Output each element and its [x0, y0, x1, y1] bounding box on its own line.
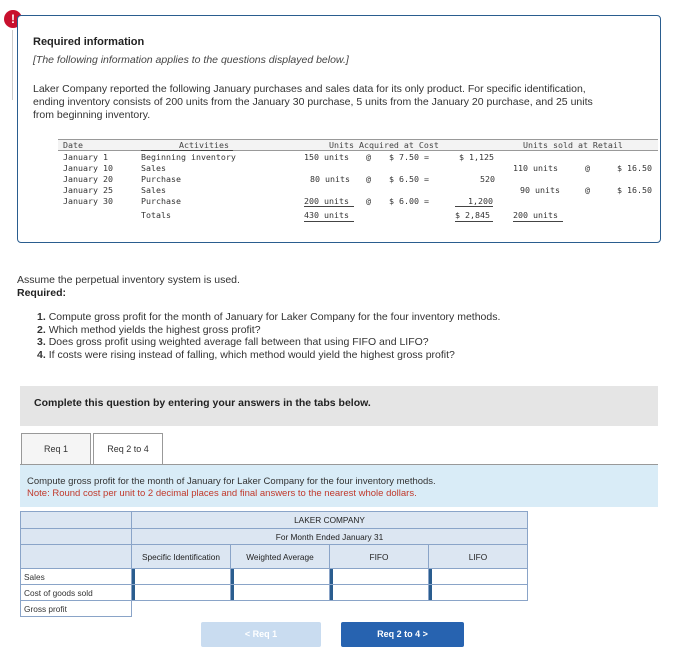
- empty-cell: [132, 601, 231, 617]
- empty-cell: [330, 601, 429, 617]
- row-units: 200 units: [304, 196, 349, 206]
- row-at: @: [366, 196, 371, 206]
- assumption-text: Assume the perpetual inventory system is used.: [17, 274, 240, 286]
- instruction-text: Compute gross profit for the month of January for Laker Company for the four inventory methods.: [27, 476, 436, 487]
- column-header: Specific Identification: [132, 545, 231, 569]
- totals-cost: $ 2,845: [455, 210, 490, 220]
- cogs-weighted-input[interactable]: [231, 586, 329, 600]
- worksheet-period: For Month Ended January 31: [132, 529, 528, 545]
- column-header: FIFO: [330, 545, 429, 569]
- row-sold-price: $ 16.50: [617, 163, 652, 173]
- empty-cell: [231, 601, 330, 617]
- empty-cell: [429, 601, 528, 617]
- underline: [455, 206, 493, 207]
- row-cost: $ 6.50 =: [389, 174, 429, 184]
- sales-lifo-input[interactable]: [429, 570, 527, 584]
- list-item: 2. Which method yields the highest gross profit?: [37, 323, 261, 336]
- info-paragraph: Laker Company reported the following January purchases and sales data for its only product. For specific identification, ending inventory consists of 200 units from the January 30 purchase, 5 units from the January 20 purchase, and 25 units from beginning inventory.: [33, 83, 593, 121]
- list-item: 3. Does gross profit using weighted average fall between that using FIFO and LIFO?: [37, 336, 429, 348]
- underline: [141, 150, 233, 151]
- cogs-specific-cell[interactable]: [132, 585, 231, 601]
- tab-req-1[interactable]: Req 1: [21, 433, 91, 465]
- row-activity: Beginning inventory: [141, 152, 236, 162]
- cogs-specific-input[interactable]: [132, 586, 230, 600]
- underline: [513, 221, 563, 222]
- row-total: $ 1,125: [459, 152, 494, 162]
- row-at: @: [366, 152, 371, 162]
- next-button-label: Req 2 to 4: [377, 629, 421, 639]
- row-activity: Purchase: [141, 174, 181, 184]
- row-sold-units: 110 units: [513, 163, 558, 173]
- row-activity: Sales: [141, 185, 166, 195]
- worksheet-company: LAKER COMPANY: [132, 512, 528, 529]
- list-item: 4. If costs were rising instead of falling, which method would yield the highest gross profit?: [37, 348, 455, 361]
- sales-lifo-cell[interactable]: [429, 569, 528, 585]
- row-date: January 20: [63, 174, 113, 184]
- complete-text: Complete this question by entering your answers in the tabs below.: [34, 397, 371, 409]
- column-header: LIFO: [429, 545, 528, 569]
- prev-button[interactable]: [201, 622, 321, 647]
- worksheet-corner: [21, 529, 132, 545]
- row-sold-at: @: [585, 185, 590, 195]
- row-sold-units: 90 units: [520, 185, 560, 195]
- alert-icon: !: [4, 10, 22, 28]
- row-activity: Sales: [141, 163, 166, 173]
- col-header-date: Date: [63, 140, 83, 150]
- totals-units: 430 units: [304, 210, 349, 220]
- col-header-sold: Units sold at Retail: [523, 140, 623, 150]
- row-date: January 25: [63, 185, 113, 195]
- row-sold-price: $ 16.50: [617, 185, 652, 195]
- cogs-weighted-cell[interactable]: [231, 585, 330, 601]
- column-header: Weighted Average: [231, 545, 330, 569]
- row-cost: $ 7.50 =: [389, 152, 429, 162]
- gross-profit-worksheet: [20, 511, 528, 617]
- divider: [12, 30, 13, 100]
- prev-button-label: Req 1: [252, 629, 278, 639]
- col-header-acquired: Units Acquired at Cost: [329, 140, 439, 150]
- underline: [304, 221, 354, 222]
- totals-sold-units: 200 units: [513, 210, 558, 220]
- chevron-left-icon: <: [244, 629, 251, 639]
- row-date: January 30: [63, 196, 113, 206]
- cogs-lifo-cell[interactable]: [429, 585, 528, 601]
- row-label-gross-profit: Gross profit: [21, 601, 132, 617]
- chevron-right-icon: >: [422, 629, 428, 639]
- row-cost: $ 6.00 =: [389, 196, 429, 206]
- sales-specific-input[interactable]: [132, 570, 230, 584]
- row-label-cogs: Cost of goods sold: [21, 585, 132, 601]
- tab-req-2-to-4[interactable]: Req 2 to 4: [93, 433, 163, 465]
- required-heading: Required:: [17, 287, 67, 299]
- instruction-note: Note: Round cost per unit to 2 decimal places and final answers to the nearest whole dollars.: [27, 488, 417, 499]
- row-date: January 10: [63, 163, 113, 173]
- row-total: 1,200: [468, 196, 493, 206]
- questions-list: [37, 311, 500, 361]
- sales-weighted-input[interactable]: [231, 570, 329, 584]
- row-total: 520: [480, 174, 495, 184]
- info-title: Required information: [33, 36, 145, 48]
- underline: [304, 206, 354, 207]
- cogs-fifo-input[interactable]: [330, 586, 428, 600]
- col-header-activities: Activities: [179, 140, 229, 150]
- worksheet-corner: [21, 545, 132, 569]
- info-panel: [17, 15, 661, 243]
- underline: [455, 221, 493, 222]
- list-item: 1. Compute gross profit for the month of January for Laker Company for the four inventory methods.: [37, 311, 501, 323]
- next-button[interactable]: [341, 622, 464, 647]
- row-units: 80 units: [310, 174, 350, 184]
- sales-fifo-input[interactable]: [330, 570, 428, 584]
- sales-specific-cell[interactable]: [132, 569, 231, 585]
- row-activity: Purchase: [141, 196, 181, 206]
- row-sold-at: @: [585, 163, 590, 173]
- row-label-sales: Sales: [21, 569, 132, 585]
- row-at: @: [366, 174, 371, 184]
- row-units: 150 units: [304, 152, 349, 162]
- info-subtitle: [The following information applies to the questions displayed below.]: [33, 54, 349, 66]
- worksheet-corner: [21, 512, 132, 529]
- sales-fifo-cell[interactable]: [330, 569, 429, 585]
- cogs-fifo-cell[interactable]: [330, 585, 429, 601]
- sales-weighted-cell[interactable]: [231, 569, 330, 585]
- cogs-lifo-input[interactable]: [429, 586, 527, 600]
- row-date: January 1: [63, 152, 108, 162]
- totals-label: Totals: [141, 210, 171, 220]
